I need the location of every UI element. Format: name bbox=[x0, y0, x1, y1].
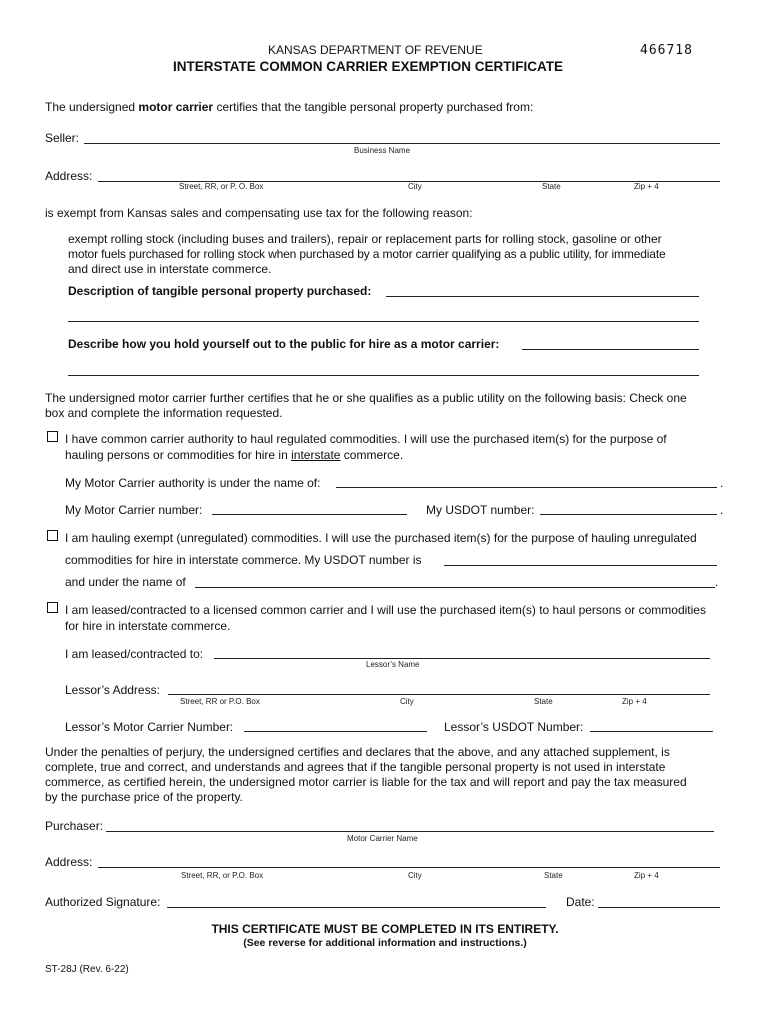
intro-bold: motor carrier bbox=[138, 100, 214, 114]
option-1-line-2-pre: hauling persons or commodities for hire in bbox=[65, 448, 292, 462]
description-field-1[interactable] bbox=[386, 296, 699, 297]
department-name: KANSAS DEPARTMENT OF REVENUE bbox=[268, 43, 483, 57]
usdot-period: . bbox=[720, 503, 724, 517]
purchaser-state-caption: State bbox=[544, 871, 563, 880]
lessor-mc-label: Lessor’s Motor Carrier Number: bbox=[65, 720, 234, 734]
authority-name-field[interactable] bbox=[336, 487, 717, 488]
lessor-street-caption: Street, RR or P.O. Box bbox=[180, 697, 260, 706]
option-2-line-1: I am hauling exempt (unregulated) commodities. I will use the purchased item(s) for the purpose of hauling unregulated bbox=[65, 531, 697, 545]
option-1-line-2-post: commerce. bbox=[340, 448, 404, 462]
authority-period: . bbox=[720, 476, 724, 490]
basis-line-2: box and complete the information requested. bbox=[45, 406, 283, 420]
usdot-field[interactable] bbox=[540, 514, 717, 515]
option-1-line-1: I have common carrier authority to haul regulated commodities. I will use the purchased item(s) for the purpose of bbox=[65, 432, 667, 446]
reason-line-3: and direct use in interstate commerce. bbox=[68, 262, 272, 276]
option-2-line-3: and under the name of bbox=[65, 575, 186, 589]
lessor-zip-caption: Zip + 4 bbox=[622, 697, 647, 706]
seller-zip-caption: Zip + 4 bbox=[634, 182, 659, 191]
signature-field[interactable] bbox=[167, 907, 546, 908]
option-2-period: . bbox=[715, 575, 719, 589]
form-id: 466718 bbox=[640, 43, 693, 58]
reason-line-1: exempt rolling stock (including buses and trailers), repair or replacement parts for rolling stock, gasoline or other bbox=[68, 232, 662, 246]
lessor-name-caption: Lessor’s Name bbox=[366, 660, 420, 669]
reason-line-2: motor fuels purchased for rolling stock when purchased by a motor carrier qualifying as a public utility, for immediate bbox=[68, 247, 666, 261]
option-1-checkbox[interactable] bbox=[47, 431, 58, 442]
form-title: INTERSTATE COMMON CARRIER EXEMPTION CERTIFICATE bbox=[173, 59, 563, 74]
seller-street-caption: Street, RR, or P. O. Box bbox=[179, 182, 264, 191]
seller-address-label: Address: bbox=[45, 169, 93, 183]
completion-notice: THIS CERTIFICATE MUST BE COMPLETED IN ITS ENTIRETY. bbox=[211, 922, 559, 936]
leased-to-label: I am leased/contracted to: bbox=[65, 647, 204, 661]
seller-state-caption: State bbox=[542, 182, 561, 191]
purchaser-name-field[interactable] bbox=[106, 831, 714, 832]
lessor-address-label: Lessor’s Address: bbox=[65, 683, 160, 697]
basis-line-1: The undersigned motor carrier further certifies that he or she qualifies as a public utility on the following basis: Check one bbox=[45, 391, 687, 405]
signature-label: Authorized Signature: bbox=[45, 895, 161, 909]
perjury-line-1: Under the penalties of perjury, the undersigned certifies and declares that the above, and any attached supplement, is bbox=[45, 745, 670, 759]
perjury-line-4: by the purchase price of the property. bbox=[45, 790, 243, 804]
date-field[interactable] bbox=[598, 907, 720, 908]
purchaser-label: Purchaser: bbox=[45, 819, 104, 833]
description-label: Description of tangible personal property purchased: bbox=[68, 284, 372, 298]
purchaser-city-caption: City bbox=[408, 871, 422, 880]
date-label: Date: bbox=[566, 895, 595, 909]
lessor-usdot-field[interactable] bbox=[590, 731, 713, 732]
usdot-label: My USDOT number: bbox=[426, 503, 535, 517]
see-reverse-note: (See reverse for additional information and instructions.) bbox=[243, 937, 527, 949]
option-1-line-2 bbox=[65, 448, 403, 462]
purchaser-zip-caption: Zip + 4 bbox=[634, 871, 659, 880]
lessor-mc-field[interactable] bbox=[244, 731, 427, 732]
hold-out-label: Describe how you hold yourself out to the public for hire as a motor carrier: bbox=[68, 337, 500, 351]
perjury-line-3: commerce, as certified herein, the undersigned motor carrier is liable for the tax and will report and pay the tax measured bbox=[45, 775, 687, 789]
option-3-checkbox[interactable] bbox=[47, 602, 58, 613]
intro-post: certifies that the tangible personal property purchased from: bbox=[213, 100, 534, 114]
seller-name-field[interactable] bbox=[84, 143, 720, 144]
purchaser-name-caption: Motor Carrier Name bbox=[347, 834, 418, 843]
description-field-2[interactable] bbox=[68, 321, 699, 322]
option-2-checkbox[interactable] bbox=[47, 530, 58, 541]
lessor-name-field[interactable] bbox=[214, 658, 710, 659]
hold-out-field-1[interactable] bbox=[522, 349, 699, 350]
option-2-usdot-field[interactable] bbox=[444, 565, 717, 566]
option-2-line-2: commodities for hire in interstate commerce. My USDOT number is bbox=[65, 553, 422, 567]
option-3-line-2: for hire in interstate commerce. bbox=[65, 619, 231, 633]
carrier-number-field[interactable] bbox=[212, 514, 407, 515]
purchaser-address-field[interactable] bbox=[98, 867, 720, 868]
perjury-line-2: complete, true and correct, and understands and agrees that if the tangible personal property is not used in interstate bbox=[45, 760, 666, 774]
exempt-statement: is exempt from Kansas sales and compensating use tax for the following reason: bbox=[45, 206, 473, 220]
seller-city-caption: City bbox=[408, 182, 422, 191]
seller-label: Seller: bbox=[45, 131, 80, 145]
authority-label: My Motor Carrier authority is under the name of: bbox=[65, 476, 321, 490]
lessor-state-caption: State bbox=[534, 697, 553, 706]
option-2-name-field[interactable] bbox=[195, 587, 715, 588]
option-1-interstate: interstate bbox=[291, 448, 341, 462]
seller-business-name-caption: Business Name bbox=[354, 146, 411, 155]
purchaser-street-caption: Street, RR, or P.O. Box bbox=[181, 871, 264, 880]
option-3-line-1: I am leased/contracted to a licensed common carrier and I will use the purchased item(s) to haul persons or commodities bbox=[65, 603, 706, 617]
carrier-number-label: My Motor Carrier number: bbox=[65, 503, 203, 517]
lessor-address-field[interactable] bbox=[168, 694, 710, 695]
intro-pre: The undersigned bbox=[45, 100, 139, 114]
hold-out-field-2[interactable] bbox=[68, 375, 699, 376]
lessor-city-caption: City bbox=[400, 697, 414, 706]
intro-text bbox=[45, 100, 533, 114]
purchaser-address-label: Address: bbox=[45, 855, 93, 869]
lessor-usdot-label: Lessor’s USDOT Number: bbox=[444, 720, 584, 734]
form-number: ST-28J (Rev. 6-22) bbox=[45, 964, 129, 975]
